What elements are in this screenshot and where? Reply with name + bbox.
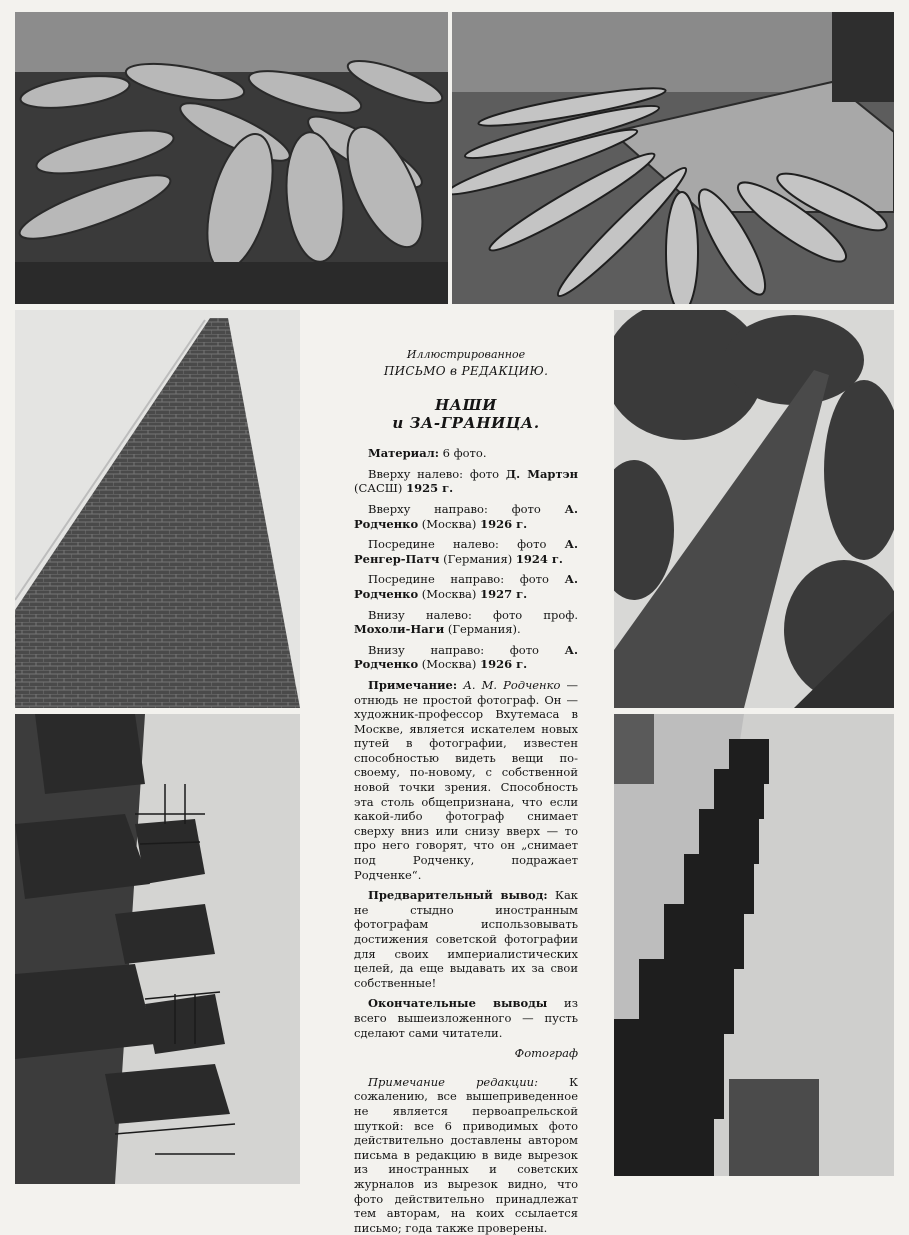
credit-place: (Германия). [444,622,521,637]
credit-year: 1925 г. [406,481,454,496]
credit-item [354,537,578,566]
balconies-from-below-photo [15,714,300,1184]
kicker: Иллюстрированное [406,348,526,361]
credit-author: Мохоли-Наги [354,622,445,637]
credit-place: (Москва) [418,516,481,531]
prelim-paragraph [354,888,578,990]
credit-year: 1926 г. [480,516,528,531]
prelim-text: Как не стыдно иностранным фотографам использовывать достижения советской фотографии для своих империалистических целей, да еще выдавать их за свои собственные! [354,888,578,990]
credit-position: Вверху направо: фото [368,501,565,516]
material-line [354,446,578,461]
credit-author: А. Родченко [354,501,578,531]
boats-at-pier-photo [452,12,894,304]
credit-position: Внизу налево: фото проф. [368,607,578,622]
title-line-1: НАШИ [435,396,497,415]
credit-year: 1926 г. [480,657,528,672]
final-text: из всего вышеизложенного — пусть сделают сами читатели. [354,996,578,1040]
credit-author: Д. Мартэн [505,466,578,481]
editor-note [354,1075,578,1235]
letter-column [354,348,578,1235]
tall-tree-trunk-photo [614,310,894,708]
brick-chimney-photo [15,310,300,708]
credit-item [354,643,578,672]
note-paragraph [354,678,578,882]
credit-position: Посредине налево: фото [368,537,565,552]
credit-position: Вверху налево: фото [368,466,506,481]
credit-place: (Москва) [418,586,481,601]
credit-item [354,572,578,601]
prelim-label: Предварительный вывод: [368,888,548,903]
note-label: Примечание: [368,677,458,692]
credit-year: 1924 г. [515,551,563,566]
credit-position: Посредине направо: фото [368,572,565,587]
final-label: Окончательные выводы [368,996,548,1011]
editor-text: К сожалению, все вышеприведенное не является первоапрельской шуткой: все 6 приводимых фото действительно доставлены автором письма в редакцию в виде вырезок из иностранных и советских журналов из вырезок видно, что фото действительно принадлежат тем авторам, на коих ссылается письмо; года также проверены. [354,1074,579,1235]
credit-author: А. Родченко [354,572,578,601]
credit-item [354,502,578,531]
credit-item [354,467,578,496]
editor-label: Примечание редакции: [368,1074,538,1089]
credit-place: (Германия) [439,551,516,566]
signature: Фотограф [514,1046,578,1061]
credit-place: (Москва) [418,657,481,672]
credit-author: А. Родченко [354,642,578,672]
material-value: 6 фото. [439,446,487,461]
credit-year: 1927 г. [480,586,528,601]
note-name: А. М. Родченко [457,677,561,692]
credit-place: (САСШ) [354,481,407,496]
credit-item [354,608,578,637]
letter-heading: ПИСЬМО в РЕДАКЦИЮ. [383,363,549,378]
final-paragraph [354,996,578,1040]
material-label: Материал: [368,446,439,461]
credit-position: Внизу направо: фото [368,642,565,657]
credit-author: А. Ренгер-Патч [354,537,578,566]
note-text: — отнюдь не простой фотограф. Он — художник-профессор Вхутемаса в Москве, является искателем новых путей в фотографии, известен способностью видеть вещи по-своему, по-новому, с собственной новой точки зрения. Способность эта столь общепризнана, что если какой-либо фотограф снимает сверху вниз или снизу вверх — то про него говорят, что он „снимает под Родченку, подражает Родченке“. [354,677,578,882]
boats-moored-photo [15,12,448,304]
title-line-2: и ЗА-ГРАНИЦА. [392,414,540,433]
balconies-facade-photo [614,714,894,1176]
